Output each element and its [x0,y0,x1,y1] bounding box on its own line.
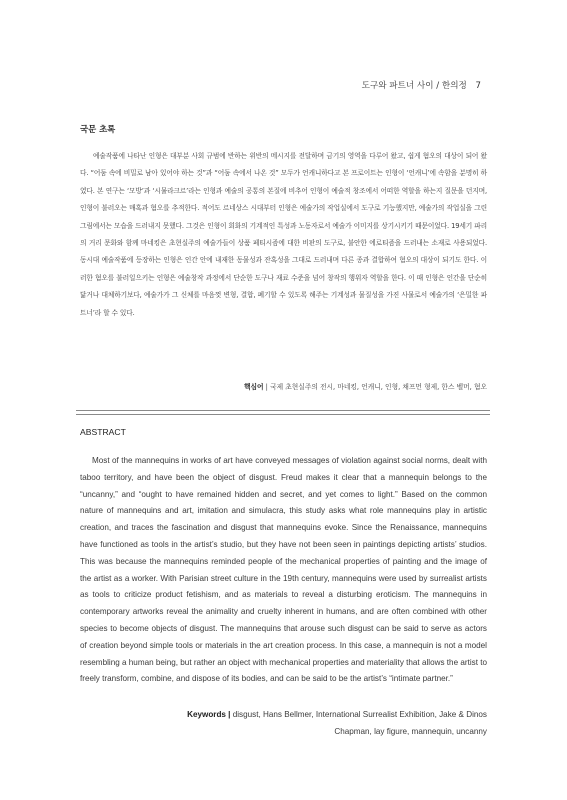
korean-keywords-separator: | [265,383,271,391]
running-head [362,79,481,91]
page-number: 7 [475,81,481,91]
korean-keywords [244,381,487,391]
korean-abstract-body: 예술작품에 나타난 인형은 대부분 사회 규범에 반하는 위반의 메시지를 전달하며 금기의 영역을 다루어 왔고, 쉽게 혐오의 대상이 되어 왔다. “어둠 속에 비밀로 남아 있어야 하는 것”과 “어둠 속에서 나온 것” 모두가 언캐니하다고 본 프로이트는 인형이 ‘언캐니’에 속함을 분명히 하였다. 본 연구는 ‘모방’과 ‘시뮬라크르’라는 인형과 예술의 공통의 본질에 비추어 인형이 예술적 창조에서 어떠한 역할을 하는지 질문을 던지며, 인형이 불러오는 매혹과 혐오를 추적한다. 적어도 르네상스 시대부터 인형은 예술가의 작업실에서 도구로 기능했지만, 예술가의 작업실을 그린 그림에서는 모습을 드러내지 못했다. 그것은 인형이 회화의 기계적인 특성과 노동자로서 예술가 이미지를 상기시키기 때문이었다. 19세기 파리의 거리 문화와 함께 마네킹은 초현실주의 예술가들이 상품 페티시즘에 대한 비판의 도구로, 불안한 에로티즘을 드러내는 소재로 사용되었다. 동시대 예술작품에 등장하는 인형은 인간 안에 내재한 동물성과 잔혹성을 그대로 드러내며 다른 종과 결합하여 혐오의 대상이 되기도 한다. 이러한 혐오를 불러일으키는 인형은 예술창작 과정에서 단순한 도구나 재료 수준을 넘어 창작의 행위자 역할을 한다. 이 때 인형은 인간을 단순히 닮거나 대체하기보다, 예술가가 그 신체를 마음껏 변형, 결합, 폐기할 수 있도록 해주는 기계성과 물질성을 가진 사물로서 예술가의 ‘은밀한 파트너’라 할 수 있다. [80,152,487,317]
korean-keywords-list: 국제 초현실주의 전시, 마네킹, 언캐니, 인형, 채프먼 형제, 한스 벨머, 혐오 [270,383,487,391]
english-keywords-label: Keywords | [187,710,231,719]
english-abstract-title: ABSTRACT [80,427,126,437]
running-title: 도구와 파트너 사이 / 한의정 [361,81,467,91]
section-divider [76,410,490,415]
english-keywords [187,706,487,740]
korean-abstract-title: 국문 초록 [80,124,116,134]
english-abstract-body: Most of the mannequins in works of art have conveyed messages of violation against social norms, dealt with taboo territory, and have been the object of disgust. Freud makes it clear that a mannequin belongs to the “uncanny,” and “ought to have remained hidden and secret, and yet comes to light.” Based on the common nature of mannequins and art, imitation and simulacra, this study asks what role mannequins play in artistic creation, and traces the fascination and disgust that mannequins evoke. Since the Renaissance, mannequins have functioned as tools in the artist’s studio, but they have not been seen in paintings depicting artists’ studios. This was because the mannequins reminded people of the mechanical properties of painting and the image of the artist as a worker. With Parisian street culture in the 19th century, mannequins were used by surrealist artists as tools to criticize product fetishism, and as materials to reveal a disturbing eroticism. The mannequins in contemporary artworks reveal the animality and cruelty inherent in humans, and are often combined with other species to become objects of disgust. The mannequins that arouse such disgust can be said to serve as actors of creation beyond simple tools or materials in the art creation process. In this case, a mannequin is not a model resembling a human being, but rather an object with mechanical properties and materiality that allows the artist to freely transform, combine, and dispose of its bodies, and can be said to be the artist’s “intimate partner.” [80,456,487,684]
korean-keywords-label: 핵심어 [243,383,264,391]
english-keywords-list: disgust, Hans Bellmer, International Surrealist Exhibition, Jake & Dinos Chapman, lay figure, mannequin, uncanny [232,710,487,736]
